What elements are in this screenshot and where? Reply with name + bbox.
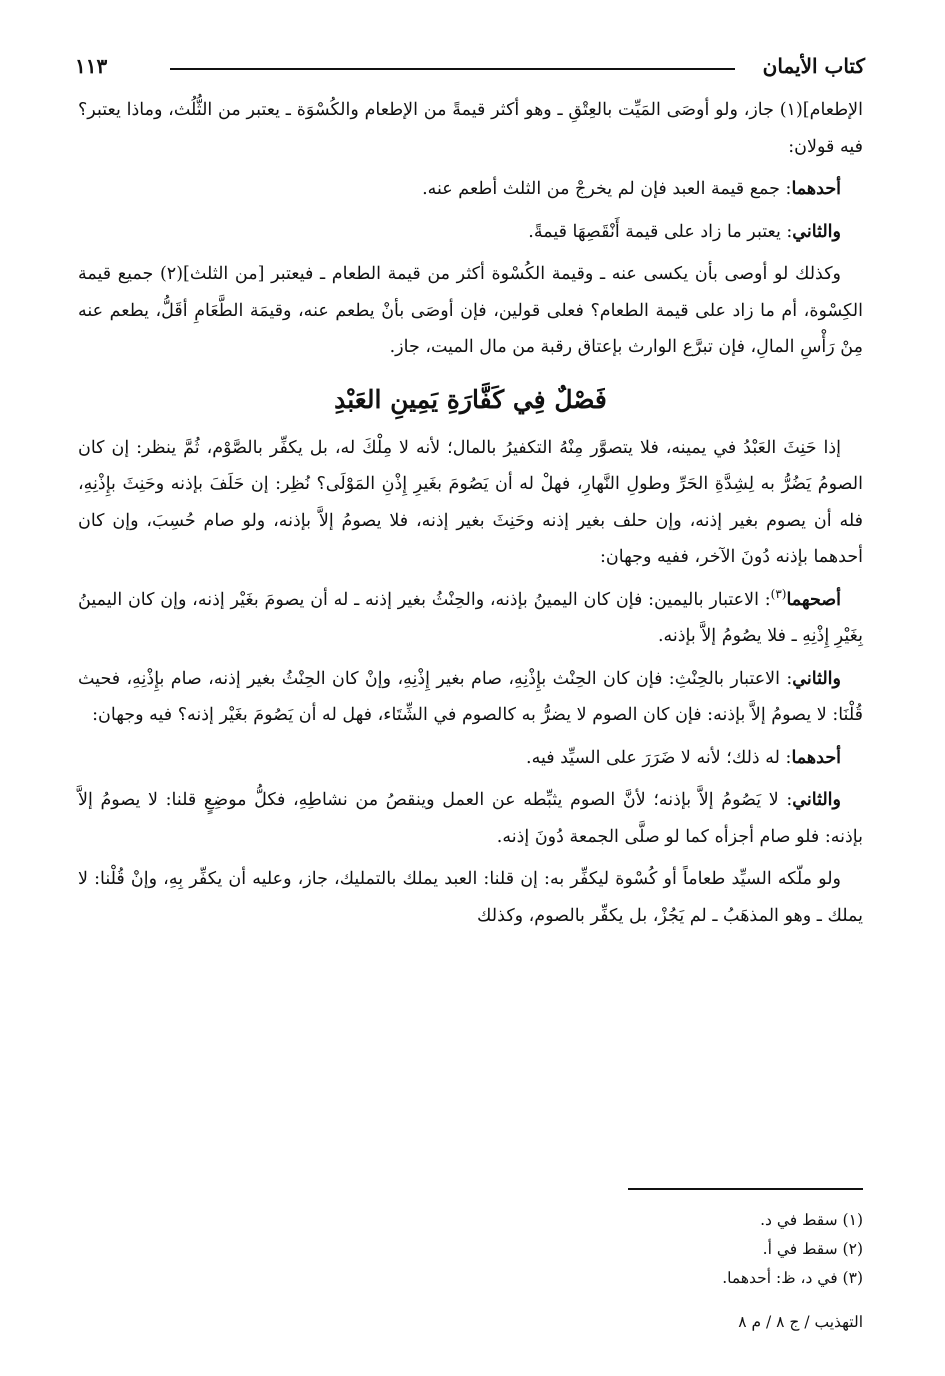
paragraph-text: : الاعتبار بالحِنْثِ: فإن كان الحِنْث بإِذْنِهِ، صام بغير إِذْنِهِ، وإنْ كان الحِنْثُ بغير إذنه، صام بإِذْنِهِ، فحيث قُلْنَا: لا يصومُ إلاَّ بإذنه: فإن كان الصوم لا يضرُّ به كالصوم في الشِّتَاء، فهل له أن يَصُومَ بغَيْر إذنه؟ فيه وجهان:: [78, 668, 863, 725]
section-heading: فَصْلٌ فِي كَفَّارَةِ يَمِينِ العَبْدِ: [334, 384, 607, 414]
footnote-ref: (٣): [770, 586, 787, 601]
signature-mark: التهذيب / ج ٨ / م ٨: [738, 1313, 863, 1331]
paragraph-text: : له ذلك؛ لأنه لا ضَرَرَ على السيِّد فيه.: [526, 747, 792, 768]
paragraph-text: وكذلك لو أوصى بأن يكسى عنه ـ وقيمة الكُسْوة أكثر من قيمة الطعام ـ فيعتبر [من الثلث](٢) جميع قيمة الكِسْوة، أم ما زاد على قيمة الطعام؟ فعلى قولين، فإن أوصَى بأنْ يطعم عنه، وقيمَة الطَّعَامِ أقَلُّ، يطعم عنه مِنْ رَأْسِ المالِ، فإن تبرَّع الوارث بإعتاق رقبة من مال الميت، جاز.: [78, 264, 863, 357]
paragraph: [78, 582, 863, 655]
paragraph-lead: أحدهما: [791, 179, 841, 199]
paragraph-text: الإطعام](١) جاز، ولو أوصَى المَيِّت بالعِتْقِ ـ وهو أكثر قيمةً من الإطعام والكُسْوَة ـ يعتبر من الثُّلُث، وماذا يعتبر؟ فيه قولان:: [78, 100, 863, 157]
paragraph-text: : يعتبر ما زاد على قيمة أَنْقَصِهَا قيمةً.: [528, 221, 793, 242]
paragraph-text: : الاعتبار باليمين: فإن كان اليمينُ بإذنه، والحِنْثُ بغير إذنه ـ له أن يصومَ بغَيْر إذنه، وإن كان اليمينُ بِغَيْرِ إِذْنِهِ ـ فلا يصُومُ إلاَّ بإذنه.: [78, 589, 863, 646]
footnote-separator: [628, 1188, 863, 1190]
header-rule: [170, 68, 735, 70]
paragraph-lead: والثاني: [792, 790, 841, 810]
paragraph: [78, 661, 863, 734]
page-number: ١١٣: [75, 54, 108, 78]
paragraph-lead: أصحهما: [786, 589, 841, 610]
paragraph-text: إذا حَنِثَ العَبْدُ في يمينه، فلا يتصوَّر مِنْهُ التكفيرُ بالمال؛ لأنه لا مِلْكَ له، بل يكفِّر بالصَّوْم، ثُمَّ ينظر: إن كان الصومُ يَضُرُّ به لِشِدَّةِ الحَرِّ وطولِ النَّهارِ، فهلْ له أن يَصُومَ بغَيرِ إِذْنِ المَوْلَى؟ نُظِر: إن حَلَفَ بإذنه وحَنِثَ بإِذْنِهِ، فله أن يصوم بغير إذنه، وإن حلف بغير إذنه وحَنِثَ بغير إذنه، فلا يصومُ إلاَّ بإذنه، ولو صام حُسِبَ، وإن كان أحدهما بإذنه دُونَ الآخر، ففيه وجهان:: [78, 437, 863, 567]
running-header: [75, 50, 865, 90]
paragraph: [78, 861, 863, 934]
paragraph: [78, 782, 863, 855]
footnote: (٣) في د، ظ: أحدهما.: [722, 1269, 863, 1287]
paragraph: [78, 740, 863, 777]
paragraph: [78, 256, 863, 366]
paragraph-lead: والثاني: [792, 221, 841, 242]
paragraph-lead: أحدهما: [791, 747, 841, 768]
paragraph: [78, 171, 863, 208]
paragraph-text: ولو ملّكه السيِّد طعاماً أو كُسْوة ليكفِّر به: إن قلنا: العبد يملك بالتمليك، جاز، وعليه أن يكفِّر بِهِ، وإنْ قُلْنا: لا يملك ـ وهو المذهَبُ ـ لم يَجُزْ، بل يكفِّر بالصوم، وكذلك: [78, 869, 863, 926]
footnote: (٢) سقط في أ.: [762, 1240, 863, 1258]
chapter-title: كتاب الأيمان: [762, 54, 865, 78]
main-text: [78, 92, 863, 940]
paragraph: [78, 214, 863, 251]
paragraph-text: : جمع قيمة العبد فإن لم يخرجْ من الثلث أطعم عنه.: [422, 179, 792, 199]
paragraph: [78, 430, 863, 576]
footnote: (١) سقط في د.: [760, 1211, 863, 1229]
footnotes: [78, 1206, 863, 1293]
paragraph-lead: والثاني: [792, 668, 841, 689]
paragraph: [78, 92, 863, 165]
paragraph-text: : لا يَصُومُ إلاَّ بإذنه؛ لأنَّ الصوم يثبِّطه عن العمل وينقصُ من نشاطِهِ، فكلُّ موضِعٍ قلنا: لا يصومُ إلاَّ بإذنه: فلو صام أجزأه كما لو صلَّى الجمعة دُونَ إذنه.: [78, 790, 863, 847]
